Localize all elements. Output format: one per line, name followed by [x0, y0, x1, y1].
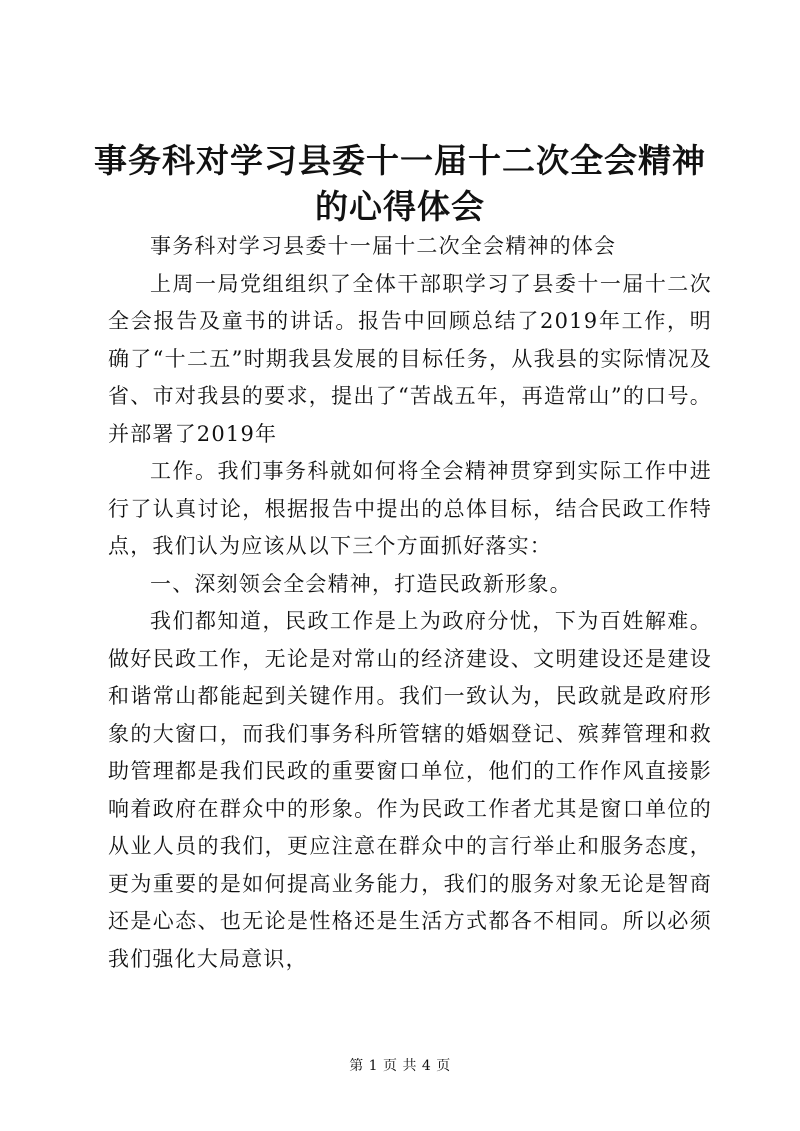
paragraph: 我们都知道，民政工作是上为政府分忧，下为百姓解难。做好民政工作，无论是对常山的经济建设、文明建设还是建设和谐常山都能起到关键作用。我们一致认为，民政就是政府形象的大窗口，而我们事务科所管辖的婚姻登记、殡葬管理和救助管理都是我们民政的重要窗口单位，他们的工作作风直接影响着政府在群众中的形象。作为民政工作者尤其是窗口单位的从业人员的我们，更应注意在群众中的言行举止和服务态度，更为重要的是如何提高业务能力，我们的服务对象无论是智商还是心态、也无论是性格还是生活方式都各不相同。所以必须我们强化大局意识， — [108, 609, 712, 971]
paragraph: 事务科对学习县委十一届十二次全会精神的体会 — [150, 234, 617, 258]
paragraph: 一、深刻领会全会精神，打造民政新形象。 — [150, 571, 572, 596]
paragraph: 工作。我们事务科就如何将全会精神贯穿到实际工作中进行了认真讨论，根据报告中提出的总体目标，结合民政工作特点，我们认为应该从以下三个方面抓好落实： — [108, 459, 712, 558]
document-title: 事务科对学习县委十一届十二次全会精神的心得体会 — [94, 141, 706, 226]
paragraph: 上周一局党组组织了全体干部职学习了县委十一届十二次全会报告及童书的讲话。报告中回顾总结了2019年工作，明确了“十二五”时期我县发展的目标任务，从我县的实际情况及省、市对我县的要求，提出了“苦战五年，再造常山”的口号。并部署了2019年 — [108, 271, 712, 446]
document-body — [108, 228, 712, 978]
page-footer: 第 1 页 共 4 页 — [349, 1058, 451, 1074]
